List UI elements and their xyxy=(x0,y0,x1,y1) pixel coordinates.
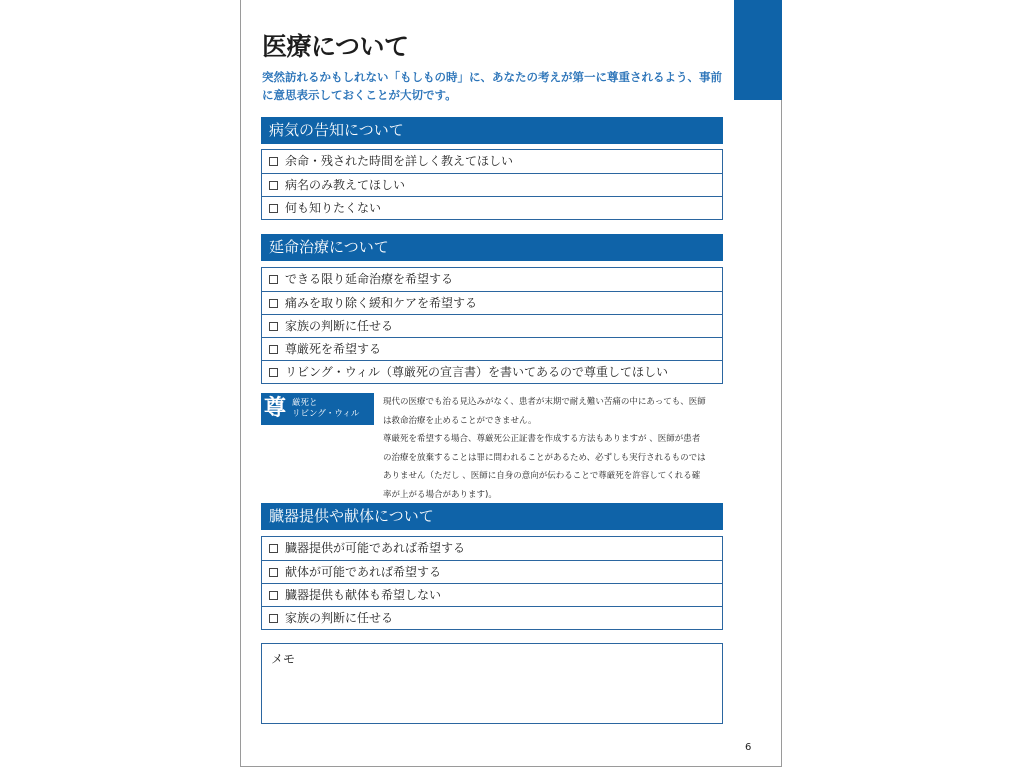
checkbox[interactable] xyxy=(269,204,278,213)
option-row[interactable] xyxy=(262,150,722,173)
option-label: リビング・ウィル（尊厳死の宣言書）を書いてあるので尊重してほしい xyxy=(285,365,669,379)
option-label: 病名のみ教えてほしい xyxy=(285,178,406,192)
info-subtitle-line1: 厳死と xyxy=(292,398,318,408)
corner-tab xyxy=(734,0,782,100)
option-label: 何も知りたくない xyxy=(285,201,382,215)
option-row[interactable] xyxy=(262,360,722,383)
info-label-box xyxy=(261,393,374,425)
checkbox[interactable] xyxy=(269,322,278,331)
option-label: 臓器提供が可能であれば希望する xyxy=(285,541,466,555)
memo-field[interactable] xyxy=(261,643,723,724)
info-kanji: 尊 xyxy=(264,396,287,421)
checkbox[interactable] xyxy=(269,614,278,623)
option-label: 尊厳死を希望する xyxy=(285,342,382,356)
checkbox[interactable] xyxy=(269,368,278,377)
option-row[interactable] xyxy=(262,560,722,583)
intro-text: 突然訪れるかもしれない「もしもの時」に、あなたの考えが第一に尊重されるよう、事前に意思表示しておくことが大切です。 xyxy=(262,70,722,102)
info-text xyxy=(383,393,708,504)
option-label: 家族の判断に任せる xyxy=(285,319,394,333)
checkbox[interactable] xyxy=(269,299,278,308)
option-label: 痛みを取り除く緩和ケアを希望する xyxy=(285,296,478,310)
page-number: 6 xyxy=(745,742,752,753)
option-row[interactable] xyxy=(262,173,722,196)
section-header-life-support: 延命治療について xyxy=(261,234,723,261)
page-title: 医療について xyxy=(262,32,409,61)
option-row[interactable] xyxy=(262,537,722,560)
memo-label: メモ xyxy=(271,652,296,666)
info-paragraph: 現代の医療でも治る見込みがなく、患者が末期で耐え難い苦痛の中にあっても、医師は救命治療を止めることができません。 xyxy=(383,397,706,426)
option-label: できる限り延命治療を希望する xyxy=(285,272,454,286)
options-organ-donation xyxy=(261,536,723,630)
checkbox[interactable] xyxy=(269,591,278,600)
option-row[interactable] xyxy=(262,337,722,360)
section-header-disclosure: 病気の告知について xyxy=(261,117,723,144)
option-row[interactable] xyxy=(262,196,722,219)
options-disclosure xyxy=(261,149,723,220)
checkbox[interactable] xyxy=(269,544,278,553)
option-row[interactable] xyxy=(262,291,722,314)
checkbox[interactable] xyxy=(269,181,278,190)
option-row[interactable] xyxy=(262,314,722,337)
checkbox[interactable] xyxy=(269,568,278,577)
info-paragraph: 尊厳死を希望する場合、尊厳死公正証書を作成する方法もありますが 、医師が患者の治療を放棄することは罪に問われることがあるため、必ずしも実行されるものではありません（ただし 、医師に自身の意向が伝わることで尊厳死を許容してくれる確率が上がる場合があります)。 xyxy=(383,434,706,500)
option-row[interactable] xyxy=(262,583,722,606)
checkbox[interactable] xyxy=(269,275,278,284)
option-label: 家族の判断に任せる xyxy=(285,611,394,625)
option-label: 余命・残された時間を詳しく教えてほしい xyxy=(285,154,514,168)
checkbox[interactable] xyxy=(269,157,278,166)
option-label: 臓器提供も献体も希望しない xyxy=(285,588,442,602)
info-subtitle-line2: リビング・ウィル xyxy=(292,409,360,419)
info-subtitle xyxy=(292,398,359,420)
option-row[interactable] xyxy=(262,606,722,629)
checkbox[interactable] xyxy=(269,345,278,354)
options-life-support xyxy=(261,267,723,384)
option-row[interactable] xyxy=(262,268,722,291)
option-label: 献体が可能であれば希望する xyxy=(285,565,442,579)
section-header-organ-donation: 臓器提供や献体について xyxy=(261,503,723,530)
